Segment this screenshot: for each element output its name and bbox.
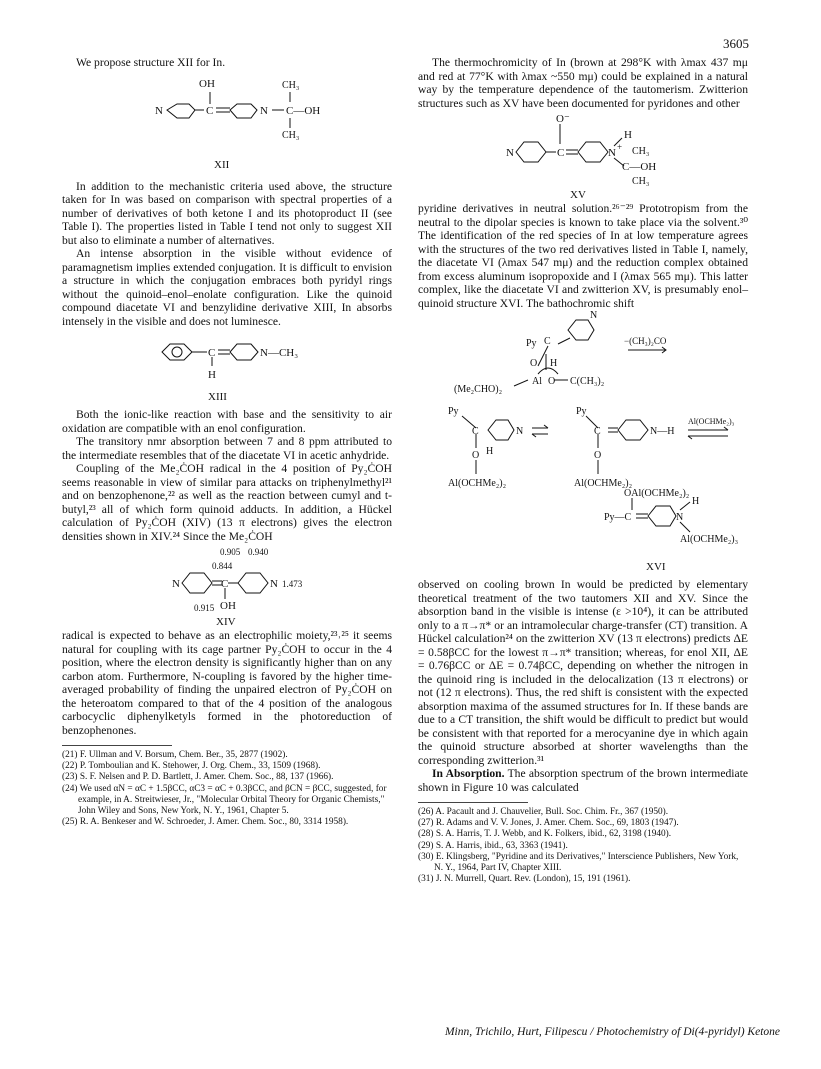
xvi-py3: Py [576,406,587,417]
xvi-al1: Al [532,376,542,387]
structure-xv [418,110,748,202]
right-column [418,56,748,885]
paragraph-ionic-reaction: Both the ionic-like reaction with base and the sensitivity to air oxidation are compatible with an enol configuration. [62,408,392,435]
xvi-o2: O [548,376,556,387]
xvi-o1: O [530,358,538,369]
xv-ch3-b: CH₃ [632,176,650,187]
paragraph-in-absorption [418,767,748,794]
footnote-rule [62,745,172,746]
structure-xiii [62,328,392,408]
references-left [62,750,392,828]
xvi-me: (Me₂CHO)₂ [454,384,503,395]
reference: (21) F. Ullman and V. Borsum, Chem. Ber., 35, 2877 (1902). [62,750,288,760]
paragraph-structure-basis: In addition to the mechanistic criteria used above, the structure taken for In was based on comparison with spectral properties of a number of derivatives of both ketone I and its photoproduct II (see Table I). The properties listed in Table I tend not only to suggest XII but also to eliminate a number of alternatives. [62,179,392,247]
page-number: 3605 [723,36,749,51]
xvi-n2: N [516,426,524,437]
xvi-al2: Al(OCHMe₂)₂ [448,478,507,489]
paragraph-coupling: Coupling of the Me₂ĊOH radical in the 4 position of Py₂ĊOH seems reasonable in view of similar para attacks on triphenylmethyl²¹ and on benzophenone,²² as well as the reaction between cumyl and t-butyl,²³ all of which form quinoid adducts. In addition, a Hückel calculation of Py₂ĊOH (XIV) (13 π electrons) gives the electron densities shown in XIV.²⁴ Since the Me₂ĊOH [62,462,392,543]
structure-xii [62,70,392,180]
xiv-label: XIV [216,616,236,628]
xvi-o4: O [594,450,602,461]
xvi-c3: C [472,426,479,437]
references-right [418,807,748,885]
reference: (31) J. N. Murrell, Quart. Rev. (London), 15, 191 (1961). [418,874,631,885]
running-footer: Minn, Trichilo, Hurt, Filipescu / Photochemistry of Di(4-pyridyl) Ketone [444,1026,780,1038]
structure-xiv [62,543,392,629]
xiii-h: H [208,369,216,381]
xiv-density-0915: 0.915 [194,603,215,613]
reference: (23) S. F. Nelsen and P. D. Bartlett, J. Amer. Chem. Soc., 88, 137 (1966). [62,772,334,783]
reference: (22) P. Tomboulian and K. Stehower, J. Org. Chem., 33, 1509 (1968). [62,761,321,772]
xv-ch3-a: CH₃ [632,146,650,157]
xvi-loss-acetone: −(CH₃)₂CO [624,336,667,346]
paragraph-bathochromic: observed on cooling brown In would be predicted by elementary theoretical treatment of the two tautomers XII and XV. Since the absorption band in the visible is intense (ε >10⁴), it can be attributed only to a π→π* or an intramolecular charge-transfer (CT) transition. A Hückel calculation²⁴ on the zwitterion XV (13 π electrons) predicts ΔE = 0.58βCC for the lowest π→π* transition; whereas, for enol XII, ΔE = 0.76βCC or ΔE = 0.74βCC, depending on whether the nitrogen in the quinoid ring is included in the delocalization (13 π electrons) or not (12 π electrons). Thus, the red shift is consistent with the expected absorption maxima of the assumed structures for In. If these bands are due to a CT transition, the shift would be difficult to predict but would be consistent with that reported for a merocyanine dye in which again the quinoid structure absorbed at shorter wavelengths than the corresponding zwitterion.³¹ [418,578,748,767]
paragraph-pyridine-derivatives: pyridine derivatives in neutral solution.²⁶⁻²⁹ Prototropism from the neutral to the dipolar species is known to take place via the solvent.³⁰ The identification of the red species of In at low temperature agrees with the structures of the two red derivatives listed in Table I, namely, the diacetate VI (λmax 547 mμ) and the reduction complex obtained from excess aluminum isopropoxide and I (λmax 565 mμ). This latter complex, like the diacetate VI and zwitterion XV, is presumably enol–quinoid structure XVI. The bathochromic shift [418,202,748,310]
xvi-label: XVI [646,561,666,573]
xii-n2: N [260,104,268,117]
in-absorption-text: The absorption spectrum of the brown intermediate shown in Figure 10 was calculated [418,767,748,794]
xvi-al3: Al(OCHMe₂)₂ [574,478,633,489]
xvi-c1: C [544,336,551,347]
footnote-rule [418,802,528,803]
xiv-density-0940: 0.940 [248,547,269,557]
xvi-reagent: Al(OCHMe₂)₃ [688,417,735,426]
xvi-py4: Py—C [604,512,632,523]
xvi-o3: O [472,450,480,461]
reference: (25) R. A. Benkeser and W. Schroeder, J. Amer. Chem. Soc., 80, 3314 1958). [62,817,349,828]
xii-label: XII [214,158,230,171]
xiv-n1: N [172,578,180,590]
xvi-c2: C(CH₃)₂ [570,376,605,387]
xv-c-oh: C—OH [622,161,657,173]
xii-ch3-top: CH₃ [282,79,300,91]
left-column [62,56,392,828]
xvi-h2: H [486,446,494,457]
paragraph-thermochromicity: The thermochromicity of In (brown at 298°K with λmax 437 mμ and red at 77°K with λmax ~550 mμ) could be explained in a natural way by the temperature dependence of the tautomerism. Zwitterion structures such as XV have been documented for pyridones and other [418,56,748,110]
xv-o-minus: O⁻ [556,113,570,125]
xii-c-oh: C—OH [286,104,321,117]
reference: (28) S. A. Harris, T. J. Webb, and K. Folkers, ibid., 62, 3198 (1940). [418,829,672,840]
xv-n1: N [506,147,514,159]
xiv-density-0844: 0.844 [212,561,233,571]
paragraph-nmr: The transitory nmr absorption between 7 and 8 ppm attributed to the intermediate resembles that of the diacetate VI in acetic anhydride. [62,435,392,462]
reference: (27) R. Adams and V. V. Jones, J. Amer. Chem. Soc., 69, 1803 (1947). [418,818,679,829]
xv-label: XV [570,189,586,201]
reference: (29) S. A. Harris, ibid., 63, 3363 (1941). [418,840,568,851]
xiv-c: C [221,578,229,590]
xii-n1: N [155,104,163,117]
paragraph-electrophilic: radical is expected to behave as an electrophilic moiety,²³˒²⁵ it seems natural for coupling with its cage partner Py₂ĊOH to occur in the 4 position, where the electron density is significantly higher than on any carbon atom. Furthermore, N-coupling is favored by the higher time-averaged probability of finding the unpaired electron of Py₂ĊOH on the heteroatom compared to that of the 4 position of the analogous carbocyclic diphenylketyls formed in the photoreduction of benzophenones. [62,629,392,737]
paragraph-intense-absorption: An intense absorption in the visible without evidence of paramagnetism implies extended conjugation. It is difficult to envision a structure in which the conjugation embraces both pyridyl rings without the quinoid–enol–enolate configuration. Like the quinoid compound diacetate VI and benzylidine derivative XIII, In absorbs intensely in the visible and does not luminesce. [62,247,392,328]
intro-paragraph: We propose structure XII for In. [76,56,226,69]
xii-ch3-bot: CH₃ [282,129,300,141]
reference: (30) E. Klingsberg, "Pyridine and its Derivatives," Interscience Publishers, New York, N. Y., 1964, Part IV, Chapter XIII. [418,851,739,874]
reference: (24) We used αN = αC + 1.5βCC, αC3 = αC + 0.3βCC, and βCN = βCC, suggested, for example, in A. Streitwieser, Jr., "Molecular Orbital Theory for Organic Chemists," John Wiley and Sons, New York, N. Y., 1961, Chapter 5. [62,783,387,817]
xvi-py1: Py [526,338,537,349]
section-heading-in-absorption: In Absorption. [432,767,505,780]
xv-c1: C [557,147,565,159]
xvi-n1: N [590,310,598,321]
xvi-py2: Py [448,406,459,417]
xiv-density-0905: 0.905 [220,547,241,557]
xvi-h3: H [692,496,700,507]
xiii-n: N—CH₃ [260,347,299,359]
xv-h: H [624,129,632,141]
xvi-oal: OAl(OCHMe₂)₂ [624,488,690,499]
xv-plus: + [617,142,623,152]
xii-c1: C [206,104,214,117]
xvi-al4: Al(OCHMe₂)₃ [680,534,739,545]
xii-oh: OH [199,77,215,90]
xv-n2: N [608,147,616,159]
xiv-oh: OH [220,600,236,612]
xvi-c4: C [594,426,601,437]
xiv-n2: N [270,578,278,590]
xvi-n4: N [676,512,684,523]
xvi-h1: H [550,358,558,369]
xvi-n3: N—H [650,426,675,437]
xiii-label: XIII [208,391,227,403]
reference: (26) A. Pacault and J. Chauvelier, Bull. Soc. Chim. Fr., 367 (1950). [418,807,669,817]
structure-xvi-scheme [418,310,748,578]
xiii-c: C [208,347,216,359]
xiv-density-1473: 1.473 [282,579,303,589]
